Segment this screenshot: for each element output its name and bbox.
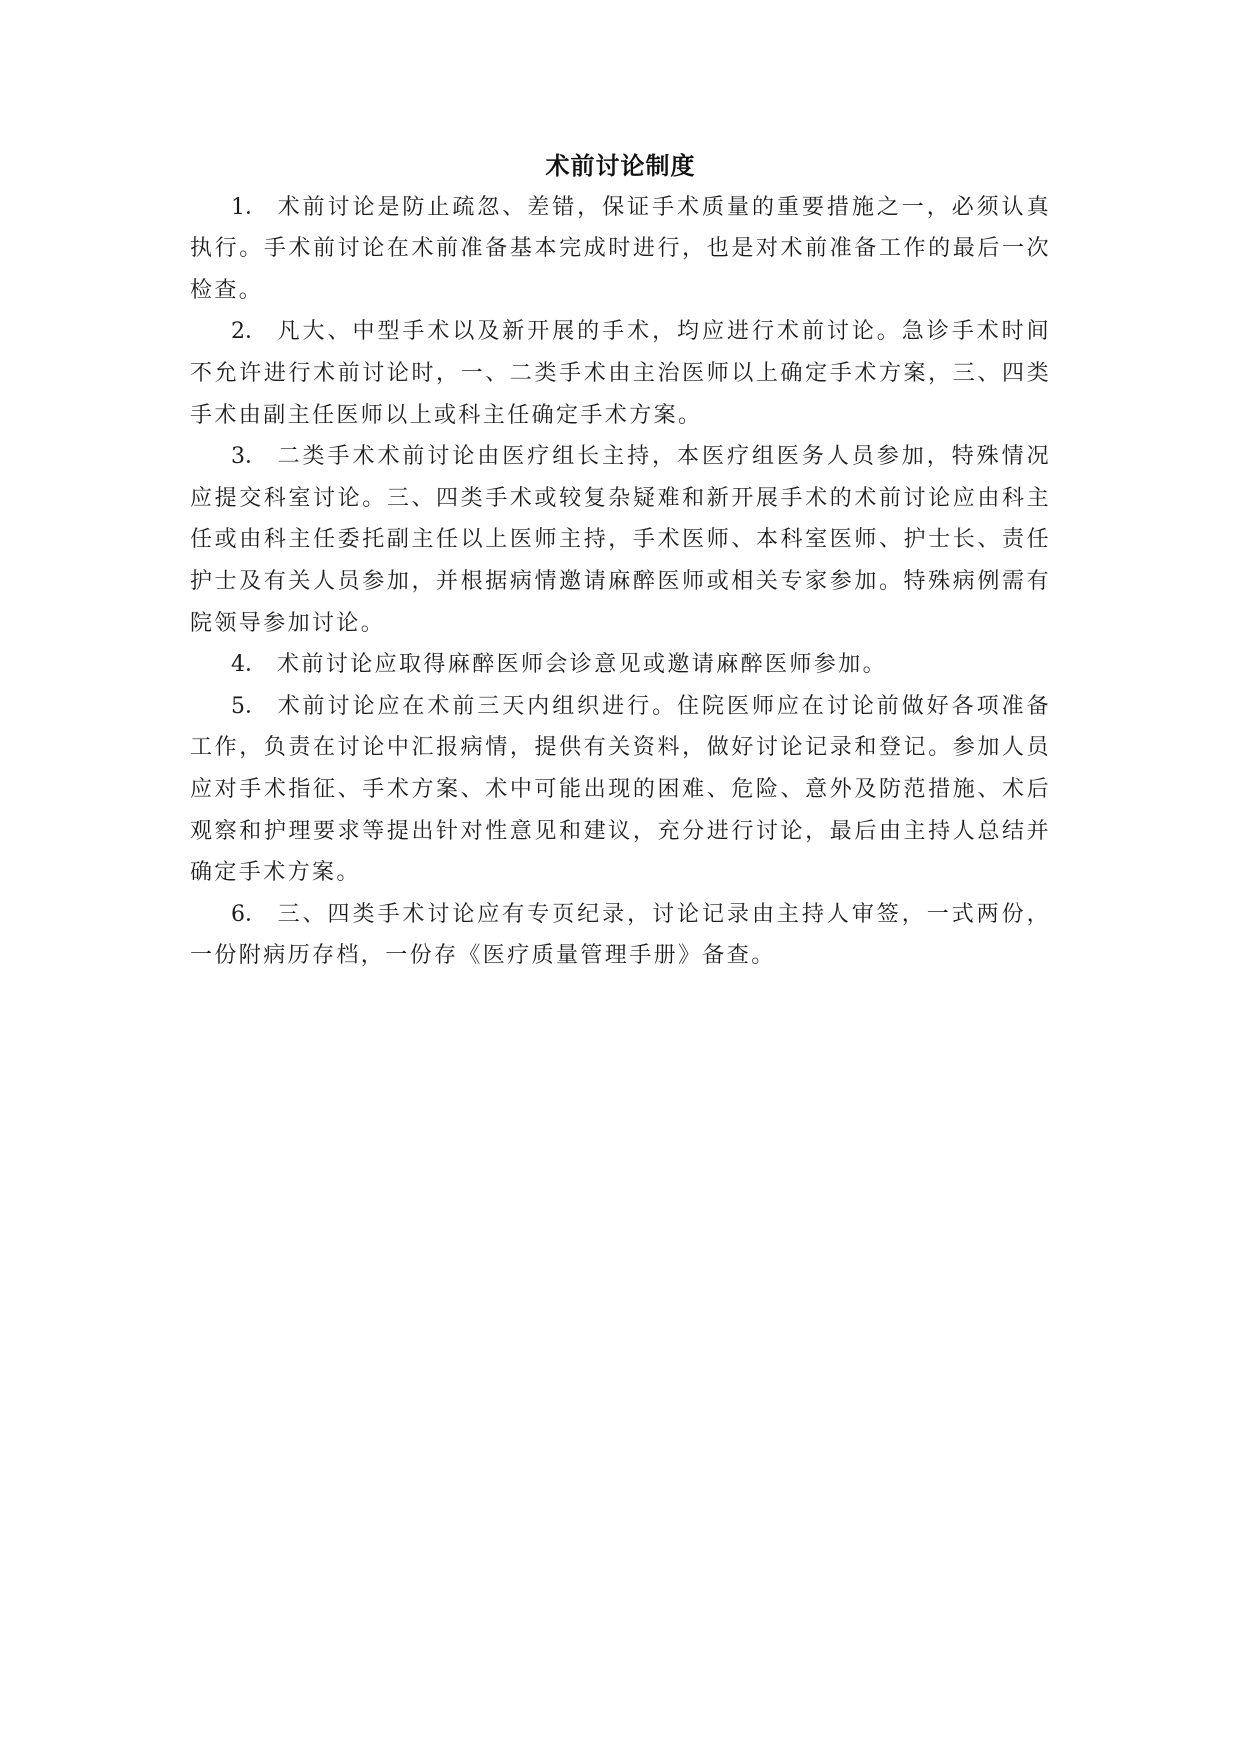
paragraph-line	[190, 311, 1051, 353]
paragraph-6	[190, 894, 1051, 977]
paragraph-text: 术前讨论是防止疏忽、差错，保证手术质量的重要措施之一，必须认真	[277, 194, 1051, 220]
paragraph-line: 应提交科室讨论。三、四类手术或较复杂疑难和新开展手术的术前讨论应由科主	[190, 485, 1051, 511]
paragraph-line: 任或由科主任委托副主任以上医师主持，手术医师、本科室医师、护士长、责任	[190, 527, 1051, 553]
paragraph-line: 不允许进行术前讨论时，一、二类手术由主治医师以上确定手术方案，三、四类	[190, 360, 1051, 386]
document-title: 术前讨论制度	[545, 151, 696, 180]
paragraph-number: 4．	[231, 652, 267, 678]
paragraph-text: 二类手术术前讨论由医疗组长主持，本医疗组医务人员参加，特殊情况	[277, 444, 1051, 470]
paragraph-2	[190, 311, 1051, 436]
paragraph-line: 手术由副主任医师以上或科主任确定手术方案。	[190, 402, 703, 428]
paragraph-line: 检查。	[190, 277, 264, 303]
paragraph-line	[190, 644, 1051, 686]
paragraph-text: 术前讨论应在术前三天内组织进行。住院医师应在讨论前做好各项准备	[277, 693, 1051, 719]
paragraph-line	[190, 686, 1051, 728]
document-page	[190, 145, 1051, 977]
paragraph-text: 术前讨论应取得麻醉医师会诊意见或邀请麻醉医师参加。	[277, 652, 888, 678]
paragraph-number: 1．	[231, 194, 267, 220]
paragraph-line	[190, 436, 1051, 478]
paragraph-1	[190, 187, 1051, 312]
paragraph-text: 三、四类手术讨论应有专页纪录，讨论记录由主持人审签，一式两份，	[277, 901, 1051, 927]
paragraph-text: 凡大、中型手术以及新开展的手术，均应进行术前讨论。急诊手术时间	[277, 319, 1051, 345]
paragraph-line: 应对手术指征、手术方案、术中可能出现的困难、危险、意外及防范措施、术后	[190, 776, 1051, 802]
paragraph-5	[190, 686, 1051, 894]
paragraph-line: 执行。手术前讨论在术前准备基本完成时进行，也是对术前准备工作的最后一次	[190, 236, 1051, 262]
paragraph-line: 观察和护理要求等提出针对性意见和建议，充分进行讨论，最后由主持人总结并	[190, 818, 1051, 844]
paragraph-line: 护士及有关人员参加，并根据病情邀请麻醉医师或相关专家参加。特殊病例需有	[190, 568, 1051, 594]
paragraph-line: 确定手术方案。	[190, 860, 361, 886]
paragraph-line: 一份附病历存档，一份存《医疗质量管理手册》备查。	[190, 943, 776, 969]
paragraph-3	[190, 436, 1051, 644]
paragraph-number: 3．	[231, 444, 267, 470]
paragraph-line: 工作，负责在讨论中汇报病情，提供有关资料，做好讨论记录和登记。参加人员	[190, 735, 1051, 761]
paragraph-line	[190, 894, 1051, 936]
paragraph-number: 2．	[231, 319, 267, 345]
paragraph-number: 5．	[231, 693, 267, 719]
paragraph-line: 院领导参加讨论。	[190, 610, 386, 636]
paragraph-number: 6．	[231, 901, 267, 927]
paragraph-4	[190, 644, 1051, 686]
paragraph-line	[190, 187, 1051, 229]
